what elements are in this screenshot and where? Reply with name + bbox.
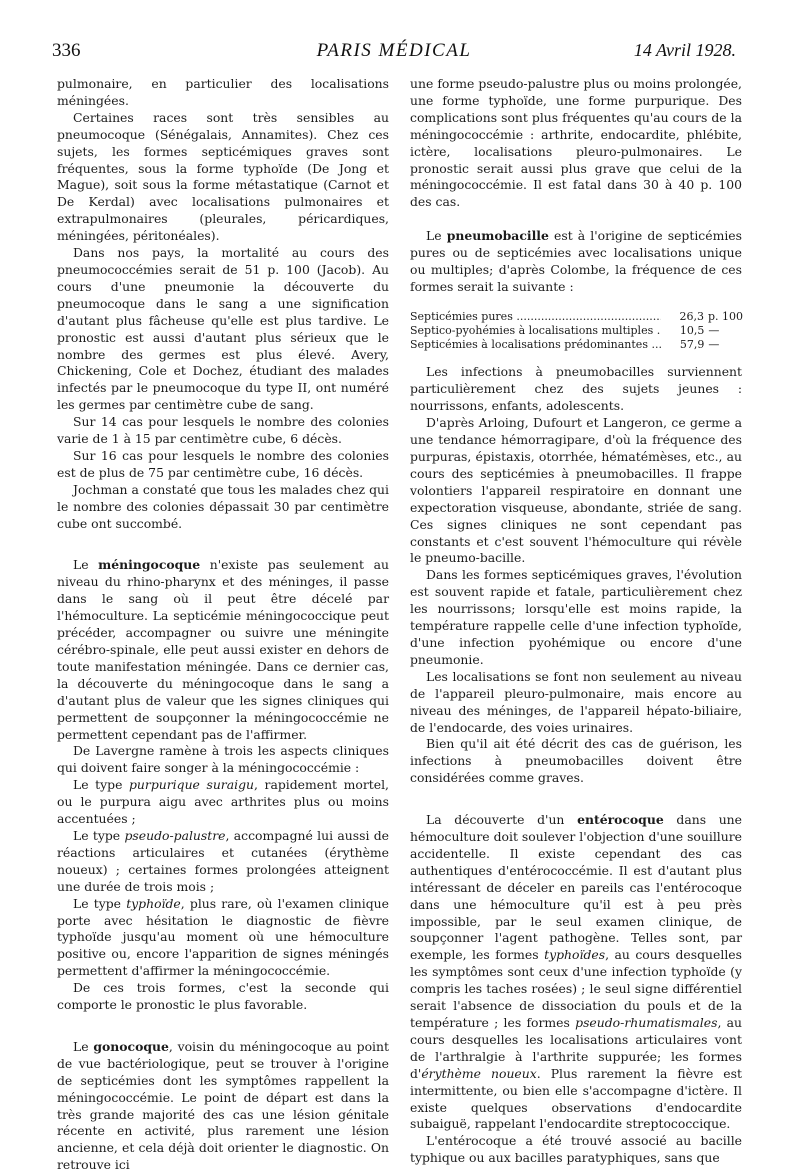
keyword-meningocoque: méningocoque: [98, 557, 201, 573]
paragraph: Le type pseudo-palustre, accompagné lui aussi de réactions articulaires et cutanées (érythème noueux) ; certaines formes prolongées atteignent une durée de trois mois ;: [57, 827, 389, 894]
left-column: [57, 76, 389, 1174]
right-column: [410, 76, 742, 1167]
term-purpurique: purpurique suraigu: [129, 777, 254, 793]
paragraph: Bien qu'il ait été décrit des cas de guérison, les infections à pneumobacilles doivent être considérées comme graves.: [410, 736, 742, 786]
row-value: 57,9: [679, 338, 705, 352]
paragraph: Sur 16 cas pour lesquels le nombre des colonies est de plus de 75 par centimètre cube, 16 décès.: [57, 447, 389, 480]
paragraph: Le type typhoïde, plus rare, où l'examen clinique porte avec hésitation le diagnostic de fièvre typhoïde jusqu'au moment où une hémoculture positive ou, encore l'apparition de signes méningés permettent d'affirmer la méningococcémie.: [57, 895, 389, 979]
section-gonocoque: Le gonocoque, voisin du méningocoque au point de vue bactériologique, peut se trouver à l'origine de septicémies dont les symptômes rappellent la méningococcémie. Le point de départ est dans la très grande majorité des cas une lésion génitale récente en activité, plus rarement une lésion ancienne, et cela déjà doit orienter le diagnostic. On retrouve ici: [57, 1038, 389, 1173]
table-row: [410, 324, 742, 338]
term-typhoide: typhoïde: [126, 895, 181, 911]
row-label: Septico-pyohémies à localisations multiples .....: [410, 324, 661, 338]
paragraph: Les infections à pneumobacilles surviennent particulièrement chez des sujets jeunes : nourrissons, enfants, adolescents.: [410, 364, 742, 414]
row-value: 26,3: [679, 309, 704, 323]
issue-date: 14 Avril 1928.: [633, 40, 736, 60]
paragraph: une forme pseudo-palustre plus ou moins prolongée, une forme typhoïde, une forme purpurique. Des complications sont plus fréquentes qu'au cours de la méningococcémie : arthrite, endocardite, phlébite, ictère, localisations pleuro-pulmonaires. Le pronostic serait aussi plus grave que celui de la méningococcémie. Il est fatal dans 30 à 40 p. 100 des cas.: [410, 76, 742, 210]
paragraph: D'après Arloing, Dufourt et Langeron, ce germe a une tendance hémorragipare, d'où la fréquence des purpuras, épistaxis, otorrhée, hématémèses, etc., au cours des septicémies à pneumobacilles. Il frappe volontiers l'appareil respiratoire en donnant une expectoration visqueuse, abondante, striée de sang. Ces signes cliniques ne sont cependant pas constants et c'est souvent l'hémoculture qui révèle le pneumo-bacille.: [410, 415, 742, 566]
row-unit: p. 100: [708, 309, 744, 323]
paragraph: L'entérocoque a été trouvé associé au bacille typhique ou aux bacilles paratyphiques, sans que: [410, 1133, 742, 1166]
paragraph: Le type purpurique suraigu, rapidement mortel, ou le purpura aigu avec arthrites plus ou moins accentuées ;: [57, 777, 389, 827]
frequency-table: [410, 310, 742, 353]
table-row: [410, 310, 742, 324]
page-header: [52, 40, 736, 70]
row-unit: —: [708, 324, 720, 338]
term-typhoides: typhoïdes: [544, 947, 606, 963]
paragraph: pulmonaire, en particulier des localisations méningées.: [57, 76, 389, 108]
paragraph: Les localisations se font non seulement au niveau de l'appareil pleuro-pulmonaire, mais encore au niveau des méninges, de l'appareil hépato-biliaire, de l'endocarde, des voies urinaires.: [410, 668, 742, 735]
paragraph: Dans les formes septicémiques graves, l'évolution est souvent rapide et fatale, particulièrement chez les nourrissons; lorsqu'elle est moins rapide, la température rappelle celle d'une infection typhoïde, d'une infection pyohémique ou encore d'une pneumonie.: [410, 567, 742, 667]
term-pseudo-rhumatismales: pseudo-rhumatismales: [575, 1015, 718, 1031]
section-pneumobacille: Le pneumobacille est à l'origine de septicémies pures ou de septicémies avec localisations unique ou multiples; d'après Colombe, la fréquence de ces formes serait la suivante :: [410, 228, 742, 294]
row-label: Septicémies pures .....: [410, 310, 661, 324]
term-erytheme-noueux: érythème noueux: [421, 1065, 537, 1081]
paragraph: Jochman a constaté que tous les malades chez qui le nombre des colonies dépassait 30 par centimètre cube ont succombé.: [57, 481, 389, 531]
section-meningocoque: Le méningocoque n'existe pas seulement au niveau du rhino-pharynx et des méninges, il passe dans le sang où il peut être décelé par l'hémoculture. La septicémie méningococcique peut précéder, accompagner ou suivre une méningite cérébro-spinale, elle peut aussi exister en dehors de toute manifestation méningée. Dans ce dernier cas, la découverte du méningocoque dans le sang a d'autant plus de valeur que les signes cliniques qui permettent de soupçonner la méningococcémie ne permettent cependant pas de l'affirmer.: [57, 557, 389, 742]
paragraph: Dans nos pays, la mortalité au cours des pneumococcémies serait de 51 p. 100 (Jacob). Au cours d'une pneumonie la découverte du pneumocoque dans le sang a une signification d'autant plus fâcheuse qu'elle est plus tardive. Le pronostic est aussi d'autant plus sérieux que le nombre des germes est plus élevé. Avery, Chickening, Cole et Dochez, étudiant des malades infectés par le pneumocoque du type II, ont numéré les germes par centimètre cube de sang.: [57, 245, 389, 413]
paragraph: De Lavergne ramène à trois les aspects cliniques qui doivent faire songer à la méningococcémie :: [57, 743, 389, 776]
page-number: 336: [52, 40, 81, 61]
keyword-gonocoque: gonocoque: [93, 1038, 169, 1054]
row-label: Septicémies à localisations prédominantes .....: [410, 338, 661, 352]
table-row: [410, 338, 742, 352]
keyword-pneumobacille: pneumobacille: [446, 228, 549, 244]
section-enterocoque: La découverte d'un entérocoque dans une hémoculture doit soulever l'objection d'une souillure accidentelle. Il existe cependant des cas authentiques d'entérococcémie. Il est d'autant plus intéressant de déceler en pareils cas l'entérocoque dans une hémoculture qu'il est à peu près impossible, par le seul examen clinique, de soupçonner l'agent pathogène. Telles sont, par exemple, les formes typhoïdes, au cours desquelles les symptômes sont ceux d'une infection typhoïde (y compris les taches rosées) ; le seul signe différentiel serait l'absence de dissociation du pouls et de la température ; les formes pseudo-rhumatismales, au cours desquelles les localisations articulaires vont de l'arthralgie à l'arthrite suppurée; les formes d'érythème noueux. Plus rarement la fièvre est intermittente, ou bien elle s'accompagne d'ictère. Il existe quelques observations d'endocardite subaiguë, rappelant l'endocardite streptococcique.: [410, 812, 743, 1132]
paragraph: Certaines races sont très sensibles au pneumocoque (Sénégalais, Annamites). Chez ces sujets, les formes septicémiques graves sont fréquentes, sous la forme typhoïde (De Jong et Mague), soit sous la forme métastatique (Carnot et De Kerdal) avec localisations pulmonaires et extrapulmonaires (pleurales, péricardiques, méningées, péritonéales).: [57, 109, 389, 244]
term-pseudo-palustre: pseudo-palustre: [124, 827, 226, 843]
paragraph: De ces trois formes, c'est la seconde qui comporte le pronostic le plus favorable.: [57, 980, 389, 1013]
keyword-enterocoque: entérocoque: [577, 812, 664, 828]
journal-title: PARIS MÉDICAL: [316, 40, 472, 61]
row-unit: —: [708, 338, 720, 352]
row-value: 10,5: [679, 324, 705, 338]
paragraph: Sur 14 cas pour lesquels le nombre des colonies varie de 1 à 15 par centimètre cube, 6 décès.: [57, 414, 389, 447]
